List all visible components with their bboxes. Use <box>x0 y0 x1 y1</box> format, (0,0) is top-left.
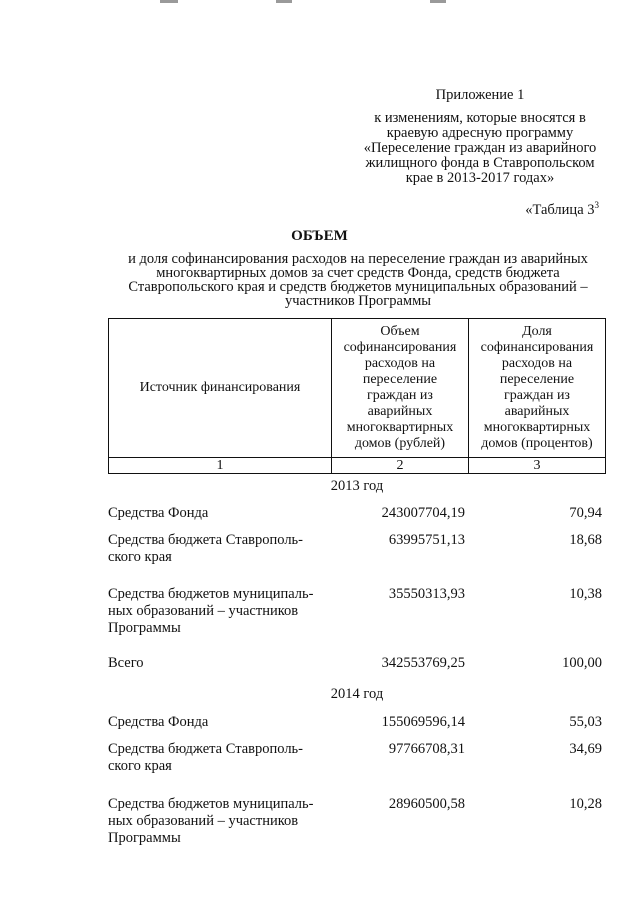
appendix-line: краевую адресную программу <box>386 125 574 141</box>
row-source-line: Средства бюджета Ставрополь- <box>108 532 303 548</box>
appendix-title: Приложение 1 <box>435 87 525 103</box>
table-reference <box>525 200 599 219</box>
row-amount: 63995751,13 <box>388 532 465 548</box>
row-source <box>108 714 328 731</box>
row-source-line: Средства бюджета Ставрополь- <box>108 741 303 757</box>
year-label: 2013 год <box>330 478 384 494</box>
row-source-line: Средства Фонда <box>108 714 209 730</box>
header-line: Объем <box>380 324 420 339</box>
row-share: 18,68 <box>569 532 602 548</box>
header-line: переселение <box>499 372 575 387</box>
row-source <box>108 586 328 637</box>
header-line: многоквартирных <box>483 420 591 435</box>
table-reference-sup: 3 <box>594 200 599 210</box>
financing-table-header <box>108 318 606 474</box>
financing-table-body <box>108 478 606 898</box>
row-share: 10,38 <box>569 586 602 602</box>
appendix-block <box>330 88 630 186</box>
appendix-line: к изменениям, которые вносятся в <box>374 110 586 126</box>
row-source-line: ского края <box>108 758 172 774</box>
row-source-line: Средства бюджетов муниципаль- <box>108 796 314 812</box>
header-share <box>468 319 605 458</box>
appendix-line: жилищного фонда в Ставропольском <box>365 155 595 171</box>
row-amount: 342553769,25 <box>381 655 465 671</box>
subheading-line: и доля софинансирования расходов на переселение граждан из аварийных <box>128 251 588 267</box>
document-heading: ОБЪЕМ <box>291 228 348 244</box>
table-reference-text: «Таблица 3 <box>525 201 595 218</box>
row-source-line: Программы <box>108 830 181 846</box>
appendix-line: крае в 2013-2017 годах» <box>405 170 555 186</box>
row-amount: 35550313,93 <box>388 586 465 602</box>
header-line: расходов на <box>501 356 573 371</box>
header-line: расходов на <box>364 356 436 371</box>
row-source <box>108 796 328 847</box>
row-amount: 28960500,58 <box>388 796 465 812</box>
row-amount: 243007704,19 <box>381 505 465 521</box>
column-number: 1 <box>109 458 332 474</box>
row-source-line: ского края <box>108 549 172 565</box>
row-share: 70,94 <box>569 505 602 521</box>
row-source-line: ных образований – участников <box>108 813 299 829</box>
column-number: 3 <box>468 458 605 474</box>
header-line: софинансирования <box>480 340 594 355</box>
document-subheading <box>108 252 608 308</box>
column-number: 2 <box>331 458 468 474</box>
row-share: 55,03 <box>569 714 602 730</box>
header-line: софинансирования <box>343 340 457 355</box>
header-source: Источник финансирования <box>109 319 332 458</box>
header-line: переселение <box>362 372 438 387</box>
row-share: 100,00 <box>562 655 602 671</box>
header-line: аварийных <box>367 404 433 419</box>
row-amount: 97766708,31 <box>388 741 465 757</box>
subheading-line: многоквартирных домов за счет средств Фонда, средств бюджета <box>156 265 560 281</box>
row-source <box>108 655 328 672</box>
table-number-row <box>109 458 606 474</box>
row-source-line: ных образований – участников <box>108 603 299 619</box>
header-amount <box>331 319 468 458</box>
row-share: 34,69 <box>569 741 602 757</box>
subheading-line: участников Программы <box>285 293 431 309</box>
row-source-line: Всего <box>108 655 144 671</box>
row-source <box>108 741 328 775</box>
subheading-line: Ставропольского края и средств бюджетов муниципальных образований – <box>128 279 588 295</box>
row-share: 10,28 <box>569 796 602 812</box>
appendix-line: «Переселение граждан из аварийного <box>363 140 597 156</box>
table-header-row <box>109 319 606 458</box>
row-source <box>108 532 328 566</box>
header-line: граждан из <box>503 388 570 403</box>
header-line: многоквартирных <box>346 420 454 435</box>
header-line: домов (процентов) <box>481 436 593 451</box>
row-source <box>108 505 328 522</box>
row-source-line: Средства бюджетов муниципаль- <box>108 586 314 602</box>
scan-mark <box>160 0 178 3</box>
row-source-line: Средства Фонда <box>108 505 209 521</box>
year-label: 2014 год <box>330 686 384 702</box>
scan-top-marks <box>0 0 639 6</box>
scan-mark <box>276 0 292 3</box>
row-source-line: Программы <box>108 620 181 636</box>
header-line: домов (рублей) <box>354 436 446 451</box>
header-line: граждан из <box>366 388 433 403</box>
scan-mark <box>430 0 446 3</box>
header-line: аварийных <box>504 404 570 419</box>
header-line: Доля <box>522 324 552 339</box>
row-amount: 155069596,14 <box>381 714 465 730</box>
